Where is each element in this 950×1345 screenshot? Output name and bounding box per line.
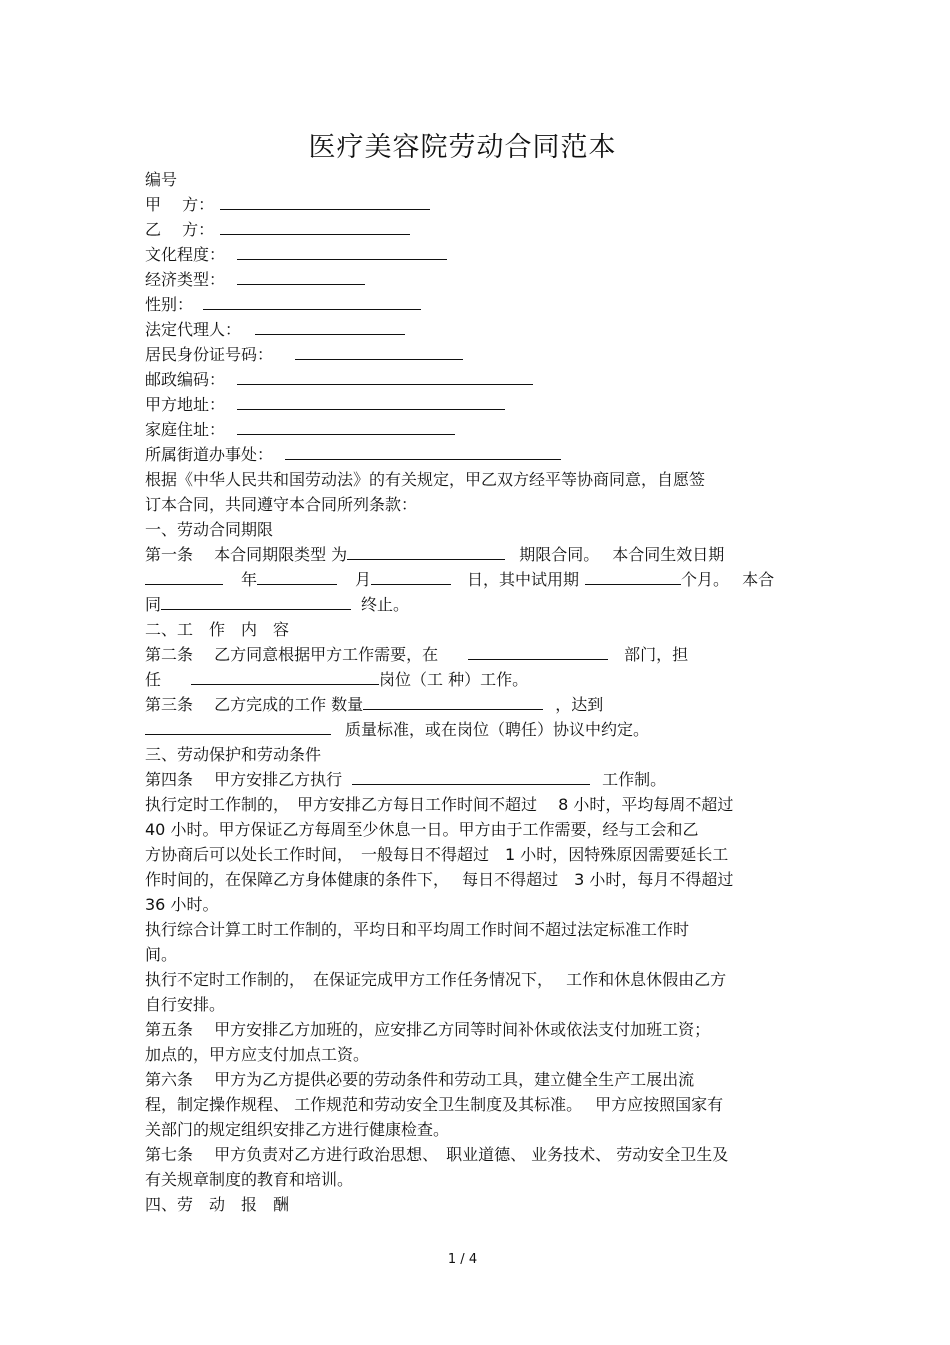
article-2-line: 任 岗位（工 种）工作。 bbox=[145, 670, 529, 689]
blank-line bbox=[371, 570, 451, 585]
body-line: 执行定时工作制的， 甲方安排乙方每日工作时间不超过 8 小时，平均每周不超过 bbox=[145, 795, 734, 814]
blank-line bbox=[237, 395, 505, 410]
field-postal-code: 邮政编码： bbox=[145, 370, 533, 390]
body-line: 关部门的规定组织安排乙方进行健康检查。 bbox=[145, 1120, 450, 1139]
blank-line bbox=[257, 570, 337, 585]
field-number: 编号 bbox=[145, 170, 178, 189]
body-line: 第五条 甲方安排乙方加班的，应安排乙方同等时间补休或依法支付加班工资； bbox=[145, 1020, 711, 1039]
article-1-line: 同 终止。 bbox=[145, 595, 410, 614]
body-line: 有关规章制度的教育和培训。 bbox=[145, 1170, 354, 1189]
field-home-address: 家庭住址： bbox=[145, 420, 455, 440]
field-economic-type: 经济类型： bbox=[145, 270, 365, 290]
page-number: 1 / 4 bbox=[447, 1252, 478, 1267]
blank-line bbox=[585, 570, 681, 585]
field-legal-rep: 法定代理人： bbox=[145, 320, 405, 340]
body-line: 程，制定操作规程、 工作规范和劳动安全卫生制度及其标准。 甲方应按照国家有 bbox=[145, 1095, 724, 1114]
field-id-number: 居民身份证号码： bbox=[145, 345, 463, 365]
blank-line bbox=[203, 295, 421, 310]
intro-line: 根据《中华人民共和国劳动法》的有关规定，甲乙双方经平等协商同意，自愿签 bbox=[145, 470, 706, 489]
blank-line bbox=[161, 595, 351, 610]
blank-line bbox=[295, 345, 463, 360]
blank-line bbox=[347, 545, 505, 560]
body-line: 方协商后可以处长工作时间， 一般每日不得超过 1 小时，因特殊原因需要延长工 bbox=[145, 845, 729, 864]
blank-line bbox=[285, 445, 561, 460]
body-line: 36 小时。 bbox=[145, 895, 219, 914]
field-a-address: 甲方地址： bbox=[145, 395, 505, 415]
body-line: 加点的，甲方应支付加点工资。 bbox=[145, 1045, 370, 1064]
body-line: 自行安排。 bbox=[145, 995, 226, 1014]
body-line: 第七条 甲方负责对乙方进行政治思想、 职业道德、 业务技术、 劳动安全卫生及 bbox=[145, 1145, 729, 1164]
blank-line bbox=[145, 720, 331, 735]
blank-line bbox=[352, 770, 590, 785]
blank-line bbox=[220, 220, 410, 235]
body-line: 作时间的，在保障乙方身体健康的条件下， 每日不得超过 3 小时，每月不得超过 bbox=[145, 870, 734, 889]
field-street-office: 所属街道办事处： bbox=[145, 445, 561, 465]
field-party-b: 乙 方： bbox=[145, 220, 410, 240]
field-gender: 性别： bbox=[145, 295, 421, 315]
body-line: 40 小时。甲方保证乙方每周至少休息一日。甲方由于工作需要，经与工会和乙 bbox=[145, 820, 699, 839]
article-3-line: 第三条 乙方完成的工作 数量 ，达到 bbox=[145, 695, 604, 714]
body-line: 执行不定时工作制的， 在保证完成甲方工作任务情况下， 工作和休息休假由乙方 bbox=[145, 970, 727, 989]
blank-line bbox=[237, 270, 365, 285]
blank-line bbox=[468, 645, 608, 660]
body-line: 执行综合计算工时工作制的，平均日和平均周工作时间不超过法定标准工作时 bbox=[145, 920, 690, 939]
blank-line bbox=[220, 195, 430, 210]
blank-line bbox=[363, 695, 543, 710]
article-4-line: 第四条 甲方安排乙方执行 工作制。 bbox=[145, 770, 667, 789]
blank-line bbox=[255, 320, 405, 335]
blank-line bbox=[237, 245, 447, 260]
blank-line bbox=[191, 670, 379, 685]
article-1-line: 第一条 本合同期限类型 为 期限合同。 本合同生效日期 bbox=[145, 545, 725, 564]
body-line: 第六条 甲方为乙方提供必要的劳动条件和劳动工具，建立健全生产工展出流 bbox=[145, 1070, 695, 1089]
blank-line bbox=[237, 420, 455, 435]
section-heading: 三、劳动保护和劳动条件 bbox=[145, 745, 322, 764]
section-heading: 一、劳动合同期限 bbox=[145, 520, 274, 539]
intro-line: 订本合同，共同遵守本合同所列条款： bbox=[145, 495, 418, 514]
article-2-line: 第二条 乙方同意根据甲方工作需要，在 部门，担 bbox=[145, 645, 689, 664]
blank-line bbox=[237, 370, 533, 385]
section-heading: 二、工 作 内 容 bbox=[145, 620, 290, 639]
article-1-line: 年 月 日，其中试用期 个月。 本合 bbox=[145, 570, 774, 590]
field-education: 文化程度： bbox=[145, 245, 447, 265]
body-line: 间。 bbox=[145, 945, 178, 964]
blank-line bbox=[145, 570, 223, 585]
section-heading: 四、劳 动 报 酬 bbox=[145, 1195, 290, 1214]
field-party-a: 甲 方： bbox=[145, 195, 430, 215]
article-3-line: 质量标准，或在岗位（聘任）协议中约定。 bbox=[145, 720, 649, 740]
document-title: 医疗美容院劳动合同范本 bbox=[308, 132, 617, 163]
